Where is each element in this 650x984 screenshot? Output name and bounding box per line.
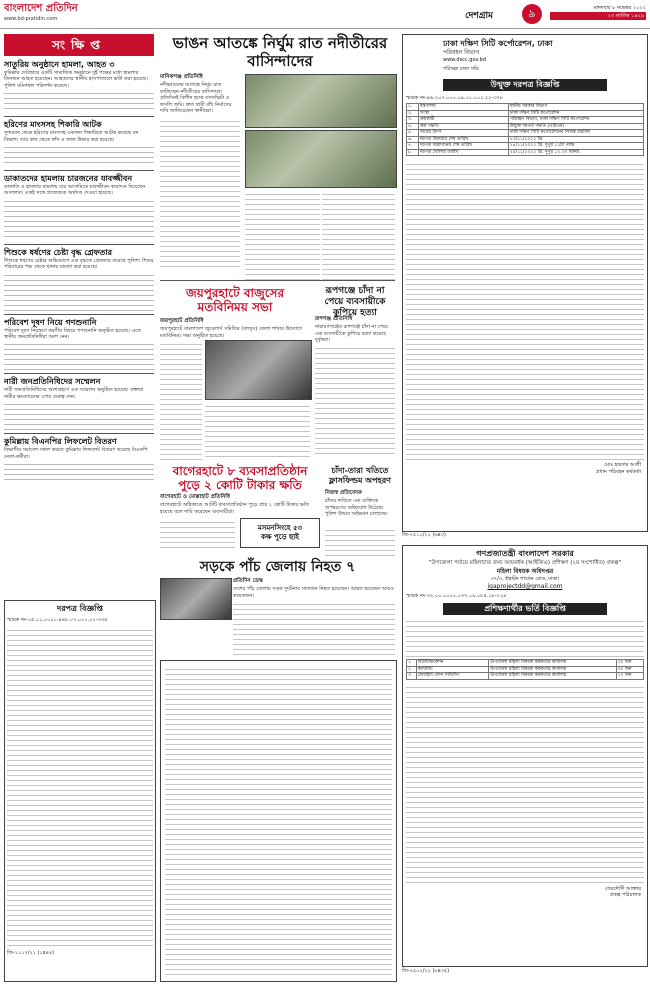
table-cell: ৬. xyxy=(407,136,419,143)
table-cell: ঢাকা দক্ষিণ সিটি কর্পোরেশন xyxy=(508,110,643,117)
table-cell: উপজেলা মহিলা বিষয়ক কর্মকর্তার কার্যালয় xyxy=(489,666,616,673)
brief-title[interactable]: নারী জনপ্রতিনিধিদের সম্মেলন xyxy=(4,377,101,387)
dscc-tender-ad xyxy=(402,34,648,532)
text-filler xyxy=(4,143,154,167)
table-cell: ঢাকা দক্ষিণ সিটি কর্পোরেশনের নিজস্ব তহবিল xyxy=(508,130,643,137)
text-filler xyxy=(325,526,395,556)
table-cell: অর্থের উৎস xyxy=(418,130,508,137)
text-filler xyxy=(406,617,644,657)
table-row xyxy=(407,673,644,680)
divider xyxy=(4,170,154,171)
briefs-column xyxy=(4,34,154,594)
lead-headline[interactable]: ভাঙন আতঙ্কে নির্ঘুম রাত নদীতীরের বাসিন্দাদের xyxy=(172,34,388,70)
table-cell: মোবাইল ফোন সার্ভিসিং xyxy=(416,673,489,680)
brief-body: নারী জনপ্রতিনিধিদের অংশগ্রহণে এক সম্মেলন অনুষ্ঠিত হয়েছে। বক্তারা নারীর ক্ষমতায়নের ওপর গুরুত্ব দেন। xyxy=(4,387,144,400)
story-headline[interactable]: সড়কে পাঁচ জেলায় নিহত ৭ xyxy=(199,559,356,575)
ad-org: ঢাকা দক্ষিণ সিটি কর্পোরেশন, ঢাকা xyxy=(443,39,553,48)
table-cell: উন্মুক্ত দরপত্র পদ্ধতি (ওটিএম) xyxy=(508,123,643,130)
story-text xyxy=(325,490,395,518)
story-text xyxy=(160,494,320,515)
story-text xyxy=(160,318,310,339)
ad-email[interactable]: igaprojectdd@gmail.com xyxy=(487,583,563,590)
ad-dept: মহিলা বিষয়ক অধিদপ্তর xyxy=(496,568,554,575)
text-filler xyxy=(406,160,644,460)
tender-table xyxy=(406,103,644,156)
table-cell: ৩ xyxy=(407,673,417,680)
story-text xyxy=(233,578,395,599)
ad-govt: গণপ্রজাতন্ত্রী বাংলাদেশ সরকার xyxy=(476,549,574,558)
accident-photo xyxy=(160,578,232,620)
logo-text: বাংলাদেশ প্রতিদিন xyxy=(4,3,78,14)
inset-line: মসমনসিংহে ৫৩ xyxy=(257,524,303,532)
briefs-list xyxy=(4,60,154,480)
table-cell: ক্রয়কারী xyxy=(418,117,508,124)
divider xyxy=(160,280,395,281)
river-erosion-photo xyxy=(245,74,397,128)
table-cell: ৮. xyxy=(407,149,419,156)
story-byline: রূপগঞ্জ প্রতিনিধি xyxy=(315,316,353,322)
table-cell: উপজেলা মহিলা বিষয়ক কর্মকর্তার কার্যালয় xyxy=(489,660,616,667)
notice-title: দরপত্র বিজ্ঞপ্তি xyxy=(57,604,103,613)
lead-body: নদীভাঙনের আতঙ্কে নির্ঘুম রাত কাটাচ্ছেন নদীতীরের বাসিন্দারা। প্রতিদিনই বিলীন হচ্ছে বসতভিটা ও ফসলি জমি। দ্রুত স্থায়ী বাঁধ নির্মাণের দাবি জানিয়েছেন স্থানীয়রা। xyxy=(160,82,232,115)
story-headline[interactable]: রূপগঞ্জে চাঁদা না পেয়ে ব্যবসায়ীকে কুপিয়ে হত্যা xyxy=(324,286,386,318)
divider xyxy=(4,314,154,315)
lead-story-text xyxy=(160,74,240,274)
briefs-header: সংক্ষিপ্ত xyxy=(4,34,154,56)
story-body: জয়পুরহাটে বাংলাদেশ জুয়েলার্স সমিতির (বাজুস) জেলা শাখার উদ্যোগে মতবিনিময় সভা অনুষ্ঠিত হয়েছে। xyxy=(160,326,303,339)
signature-name: মোঃ হায়দার আলী xyxy=(604,462,641,469)
table-cell: ক্যাটারিং xyxy=(416,666,489,673)
course-table xyxy=(406,659,644,680)
text-filler xyxy=(4,89,154,113)
ad-code: জি-২৫০২/২২ (৮x৩৫) xyxy=(402,968,450,974)
table-cell: ২৩/১১/২০২২ খ্রি. xyxy=(508,136,643,143)
ad-address: ৩৭/৩, ইস্কাটন গার্ডেন রোড, ঢাকা। xyxy=(490,576,560,582)
table-cell: ১. xyxy=(407,104,419,111)
story-byline: জয়পুরহাট প্রতিনিধি xyxy=(160,318,204,324)
notice-memo: স্মারক নং-৩২.০০.০০০০.০৩৭.১৯.০৮৫.১৮-২২৯ xyxy=(406,593,507,599)
text-filler xyxy=(4,197,154,241)
text-filler xyxy=(406,683,644,883)
text-filler xyxy=(4,271,154,311)
story-body: নারায়ণগঞ্জের রূপগঞ্জে চাঁদা না পেয়ে এক ব্যবসায়ীকে কুপিয়ে হত্যা করেছে দুর্বৃত্তরা। xyxy=(315,324,388,344)
divider xyxy=(4,244,154,245)
table-cell: ৩০ জন xyxy=(616,660,643,667)
text-filler xyxy=(160,117,240,267)
notice-memo: স্মারক নং-৪৬.২০৭.০০০.০৯.০১.০০২.২২-৩৭৮ xyxy=(406,95,504,101)
story-byline: বাগেরহাট ও মোল্লাহাট প্রতিনিধি xyxy=(160,494,230,500)
tender-notice-middle xyxy=(160,660,397,982)
ad-url[interactable]: www.dscc.gov.bd xyxy=(443,57,487,63)
text-filler xyxy=(322,190,395,280)
brief-body: কুমিল্লার দেবিদ্বারে একটি সামাজিক অনুষ্ঠানে দুই পক্ষের মধ্যে হামলায় তিনজন আহত হয়েছেন। আহতদের স্থানীয় হাসপাতালে ভর্তি করা হয়েছে। পুলিশ ঘটনাস্থল পরিদর্শন করেছে। xyxy=(4,70,148,89)
newspaper-logo[interactable] xyxy=(4,3,124,25)
table-cell: সংস্থা xyxy=(418,110,508,117)
text-filler xyxy=(205,402,310,460)
text-filler xyxy=(245,190,320,280)
brief-body: ডাকাতি ও হামলার মামলায় চার আসামিকে যাবজ্জীবন কারাদণ্ড দিয়েছেন আদালত। একই সঙ্গে প্রত্যেককে অর্থদণ্ড দেওয়া হয়েছে। xyxy=(4,184,146,197)
table-cell: স্থানীয় সরকার বিভাগ xyxy=(508,104,643,111)
table-cell: ৪. xyxy=(407,123,419,130)
notice-title: প্রশিক্ষণার্থীর ভর্তি বিজ্ঞপ্তি xyxy=(443,603,607,615)
brief-title[interactable]: হরিণের মাংসসহ শিকারি আটক xyxy=(4,120,102,130)
story-headline[interactable]: জয়পুরহাটে বাজুসের মতবিনিময় সভা xyxy=(185,286,285,314)
text-filler xyxy=(4,340,154,370)
brief-body: পরিবেশ দূষণ নিয়ন্ত্রণে করণীয় বিষয়ে গণশুনানি অনুষ্ঠিত হয়েছে। এতে স্থানীয় জনপ্রতিনিধিরা অংশ নেন। xyxy=(4,327,142,341)
table-cell: ৫. xyxy=(407,130,419,137)
table-cell: ৭. xyxy=(407,143,419,150)
date-line: মঙ্গলবার ৮ নভেম্বর ২০২২ xyxy=(593,5,646,11)
text-filler xyxy=(4,460,154,480)
table-cell: পরিবহন বিভাগ, ঢাকা দক্ষিণ সিটি কর্পোরেশন xyxy=(508,117,643,124)
divider xyxy=(4,373,154,374)
section-label: দেশগ্রাম xyxy=(465,11,494,21)
signature-title: প্রধান পরিবহন কর্মকর্তা xyxy=(595,468,641,475)
table-row xyxy=(407,149,644,156)
text-filler xyxy=(7,626,153,948)
meeting-photo xyxy=(205,340,312,400)
table-cell: ২৪/১১/২০২২ খ্রি. দুপুর ১২.৩০ মিনিট xyxy=(508,149,643,156)
date-bar: ২৩ কার্তিক ১৪২৯ xyxy=(550,12,646,20)
brief-title[interactable]: সাতুরিয় অনুষ্ঠানে হামলা, আহত ৩ xyxy=(4,60,115,69)
table-cell: ১ xyxy=(407,660,417,667)
signature-name: ফেরদৌসী আক্তার xyxy=(605,885,641,892)
inset-box xyxy=(240,518,320,548)
divider xyxy=(4,433,154,434)
signature-title: প্রকল্প পরিচালক xyxy=(609,892,641,899)
table-cell: ২ xyxy=(407,666,417,673)
divider xyxy=(4,116,154,117)
logo-tagline: www.bd-pratidin.com xyxy=(4,16,58,22)
story-byline: নিজস্ব প্রতিবেদক xyxy=(325,490,362,496)
inset-line: কক্ষ পুড়ে ছাই xyxy=(261,533,299,541)
brief-body: শিশুকে ধর্ষণের চেষ্টার অভিযোগে এক বৃদ্ধকে গ্রেফতার করেছে পুলিশ। শিশুর পরিবারের পক্ষ থেকে থানায় মামলা করা হয়েছে। xyxy=(4,257,154,271)
brief-title[interactable]: ডাকাতদের হামলায় চারজনের যাবজ্জীবন xyxy=(4,174,133,184)
table-cell: ২৪/১১/২০২২ খ্রি. দুপুর ১২টা পর্যন্ত xyxy=(508,143,643,150)
brief-title[interactable]: পরিবেশ দূষণ নিয়ে গণশুনানি xyxy=(4,317,97,327)
story-headline[interactable]: চাঁদা-তারা খতিতে ফ্লাসফিল্ডম অপহরণ xyxy=(329,466,391,485)
lead-byline: মানিকগঞ্জ প্রতিনিধি xyxy=(160,74,203,80)
brief-title[interactable]: কুমিল্লায় বিএনপির লিফলেট বিতরণ xyxy=(4,437,117,447)
table-cell: ৩০ জন xyxy=(616,666,643,673)
text-filler xyxy=(233,600,395,656)
text-filler xyxy=(160,340,202,460)
brief-title[interactable]: শিশুকে ধর্ষণের চেষ্টা বৃদ্ধ গ্রেফতার xyxy=(4,247,113,257)
table-cell: দরপত্র বিক্রয়ের শেষ তারিখ xyxy=(418,136,508,143)
brief-body: বিভাগীয় সমাবেশ সফল করতে কুমিল্লায় লিফলেট বিতরণ করেছে বিএনপি নেতা-কর্মীরা। xyxy=(4,447,148,460)
story-headline[interactable]: বাগেরহাটে ৮ ব্যবসাপ্রতিষ্ঠান পুড়ে ২ কোটি টাকার ক্ষতি xyxy=(172,464,308,492)
table-cell: বিউটিফিকেশন xyxy=(416,660,489,667)
ad-code: জি-২৫১০/২২ (৬x৩) xyxy=(402,532,446,538)
text-filler xyxy=(165,665,392,975)
table-cell: দরপত্র খোলার তারিখ xyxy=(418,149,508,156)
training-admission-ad xyxy=(402,545,648,967)
story-byline: প্রতিদিন ডেস্ক xyxy=(233,578,263,584)
page-number-badge: ৯ xyxy=(522,4,542,24)
tender-notice-left xyxy=(4,600,156,982)
story-body: চাঁদার দাবিতে এক ব্যক্তিকে অপহরণের অভিযোগ উঠেছে। পুলিশ উদ্ধার অভিযান চালাচ্ছে। xyxy=(325,498,388,518)
story-body: বাগেরহাটে অগ্নিকাণ্ডে আটটি ব্যবসাপ্রতিষ্ঠান পুড়ে প্রায় ২ কোটি টাকার ক্ষতি হয়েছে বলে দাবি করেছেন ব্যবসায়ীরা। xyxy=(160,502,310,515)
story-text xyxy=(315,316,395,344)
text-filler xyxy=(160,518,235,552)
ad-project: "উপজেলা পর্যায়ে মহিলাদের জন্য আয়বর্ধক (আইজিএ) প্রশিক্ষণ (২য় সংশোধিত) প্রকল্প" xyxy=(428,560,622,566)
table-cell: উপজেলা মহিলা বিষয়ক কর্মকর্তার কার্যালয় xyxy=(489,673,616,680)
ad-code: জি-১১১৭/২২ (১x৪৪) xyxy=(7,950,55,957)
notice-title: উন্মুক্ত দরপত্র বিজ্ঞপ্তি xyxy=(443,79,607,91)
table-cell: ২. xyxy=(407,110,419,117)
date-block xyxy=(550,4,646,20)
ad-dept: পরিবহন বিভাগ xyxy=(443,49,480,56)
table-cell: ২০ জন xyxy=(616,673,643,680)
brief-body: সুন্দরবন থেকে হরিণের মাংসসহ একজন শিকারিকে আটক করেছে বন বিভাগ। তার কাছ থেকে ফাঁদ ও জাল উদ্ধার করা হয়েছে। xyxy=(4,130,139,143)
text-filler xyxy=(4,400,154,430)
river-erosion-photo xyxy=(245,130,397,188)
story-body: দেশের পাঁচ জেলায় সড়ক দুর্ঘটনায় সাতজন নিহত হয়েছেন। আহত হয়েছেন আরও কয়েকজন। xyxy=(233,586,394,599)
text-filler xyxy=(315,344,395,456)
table-cell: ক্রয় পদ্ধতি xyxy=(418,123,508,130)
table-cell: ৩. xyxy=(407,117,419,124)
ad-slogan: পরিচ্ছন্ন ঢাকা গড়ি xyxy=(443,66,479,72)
table-cell: দরপত্র জমাদানের শেষ তারিখ xyxy=(418,143,508,150)
notice-memo: স্মারক নং-১৫.০১.০০০০.৪৪৮.০৭.০০১.২২-৩৩৪ xyxy=(7,617,108,623)
table-cell: মন্ত্রণালয় xyxy=(418,104,508,111)
